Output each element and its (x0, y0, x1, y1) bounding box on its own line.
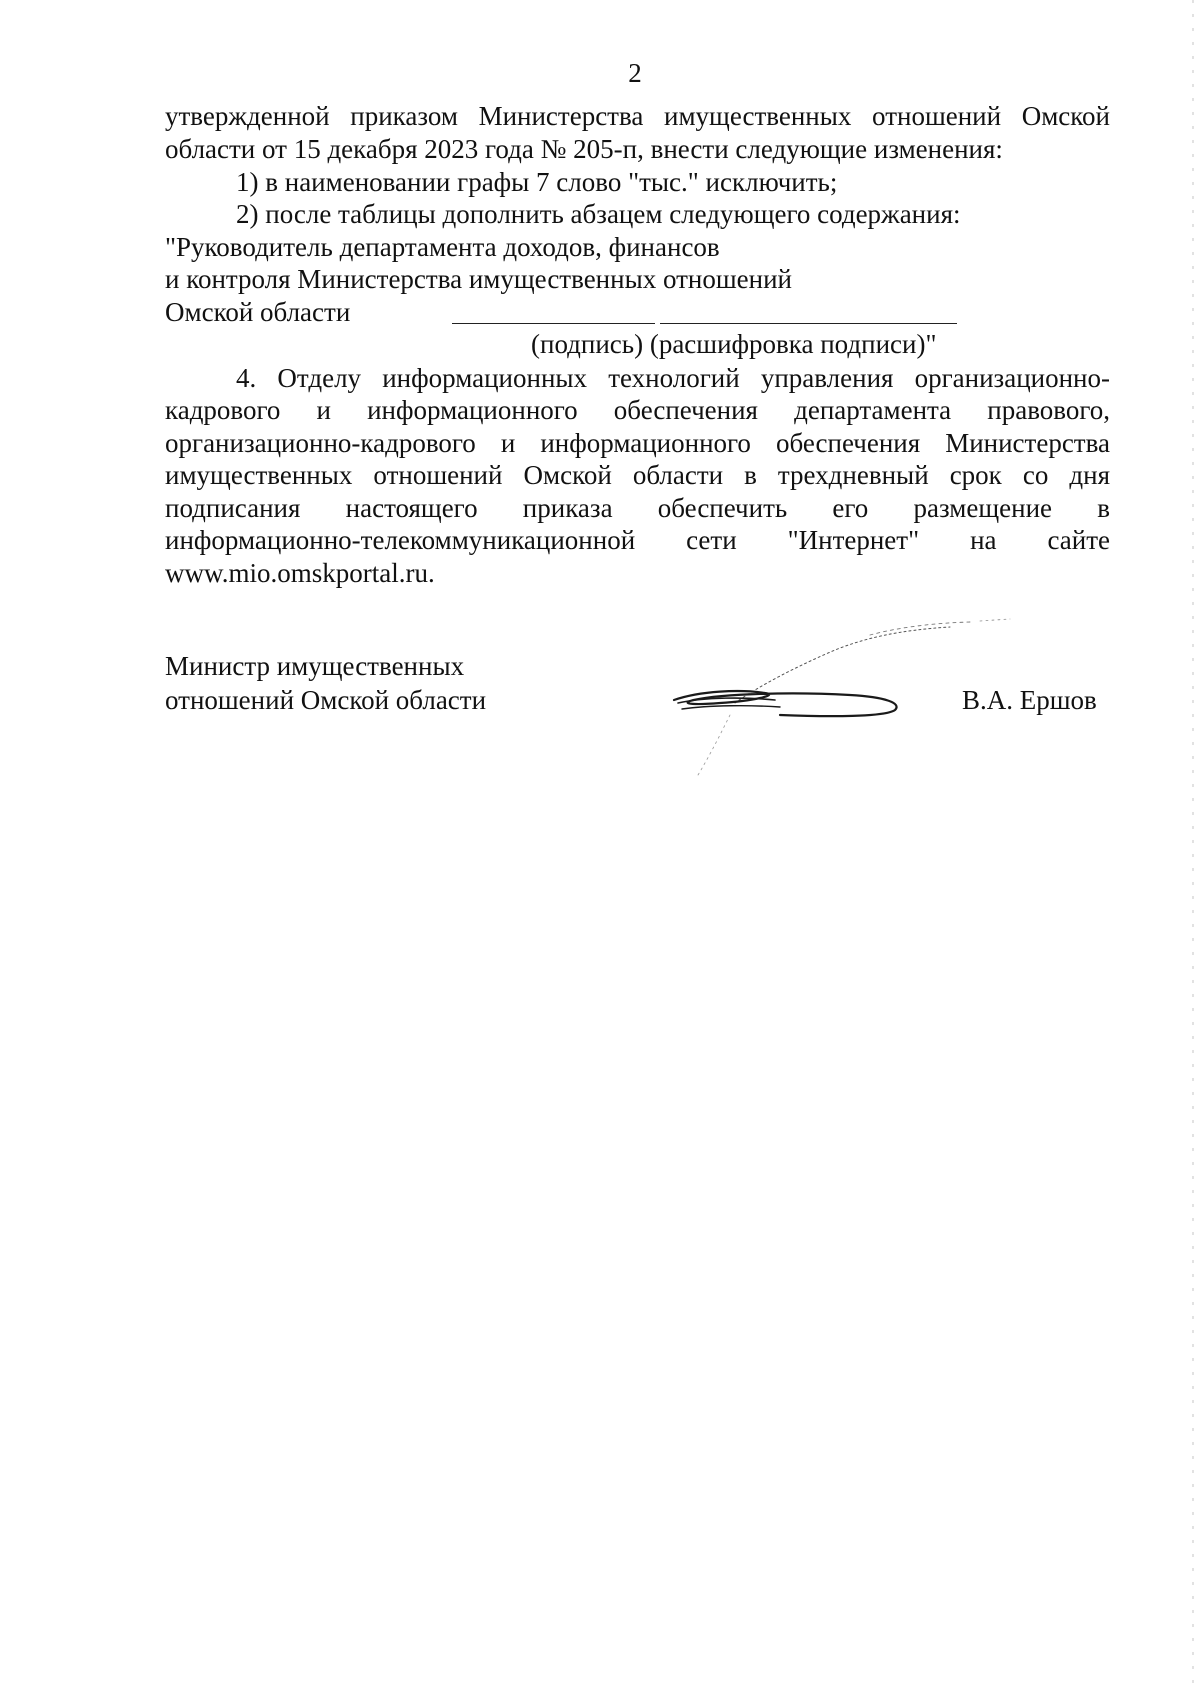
quoted-line: "Руководитель департамента доходов, финансов (165, 232, 720, 262)
website-url: www.mio.omskportal.ru. (165, 558, 435, 588)
signature-caption: (подпись) (расшифровка подписи)" (531, 329, 937, 359)
paragraph-line: утвержденной приказом Министерства имущественных отношений Омской (165, 101, 1110, 131)
signatory-title: Министр имущественных (165, 651, 465, 681)
paragraph-line: информационно-телекоммуникационной сети "Интернет" на сайте (165, 525, 1110, 555)
scan-edge-artifact (1192, 0, 1194, 1686)
quoted-line: Омской области (165, 297, 351, 327)
signature-decoding-blank-line (660, 323, 957, 324)
paragraph-line: кадрового и информационного обеспечения департамента правового, (165, 395, 1110, 425)
handwritten-signature (660, 605, 1040, 825)
signatory-name: В.А. Ершов (962, 685, 1097, 715)
list-item: 2) после таблицы дополнить абзацем следующего содержания: (236, 199, 961, 229)
paragraph-line: 4. Отделу информационных технологий управления организационно- (236, 363, 1110, 393)
signature-blank-line (452, 323, 655, 324)
paragraph-line: организационно-кадрового и информационного обеспечения Министерства (165, 428, 1110, 458)
signatory-title: отношений Омской области (165, 685, 487, 715)
paragraph-line: подписания настоящего приказа обеспечить его размещение в (165, 493, 1110, 523)
paragraph-line: имущественных отношений Омской области в трехдневный срок со дня (165, 460, 1110, 490)
quoted-line: и контроля Министерства имущественных отношений (165, 264, 792, 294)
list-item: 1) в наименовании графы 7 слово "тыс." исключить; (236, 167, 838, 197)
paragraph-line: области от 15 декабря 2023 года № 205-п, внести следующие изменения: (165, 134, 1003, 164)
page-number: 2 (628, 58, 642, 88)
